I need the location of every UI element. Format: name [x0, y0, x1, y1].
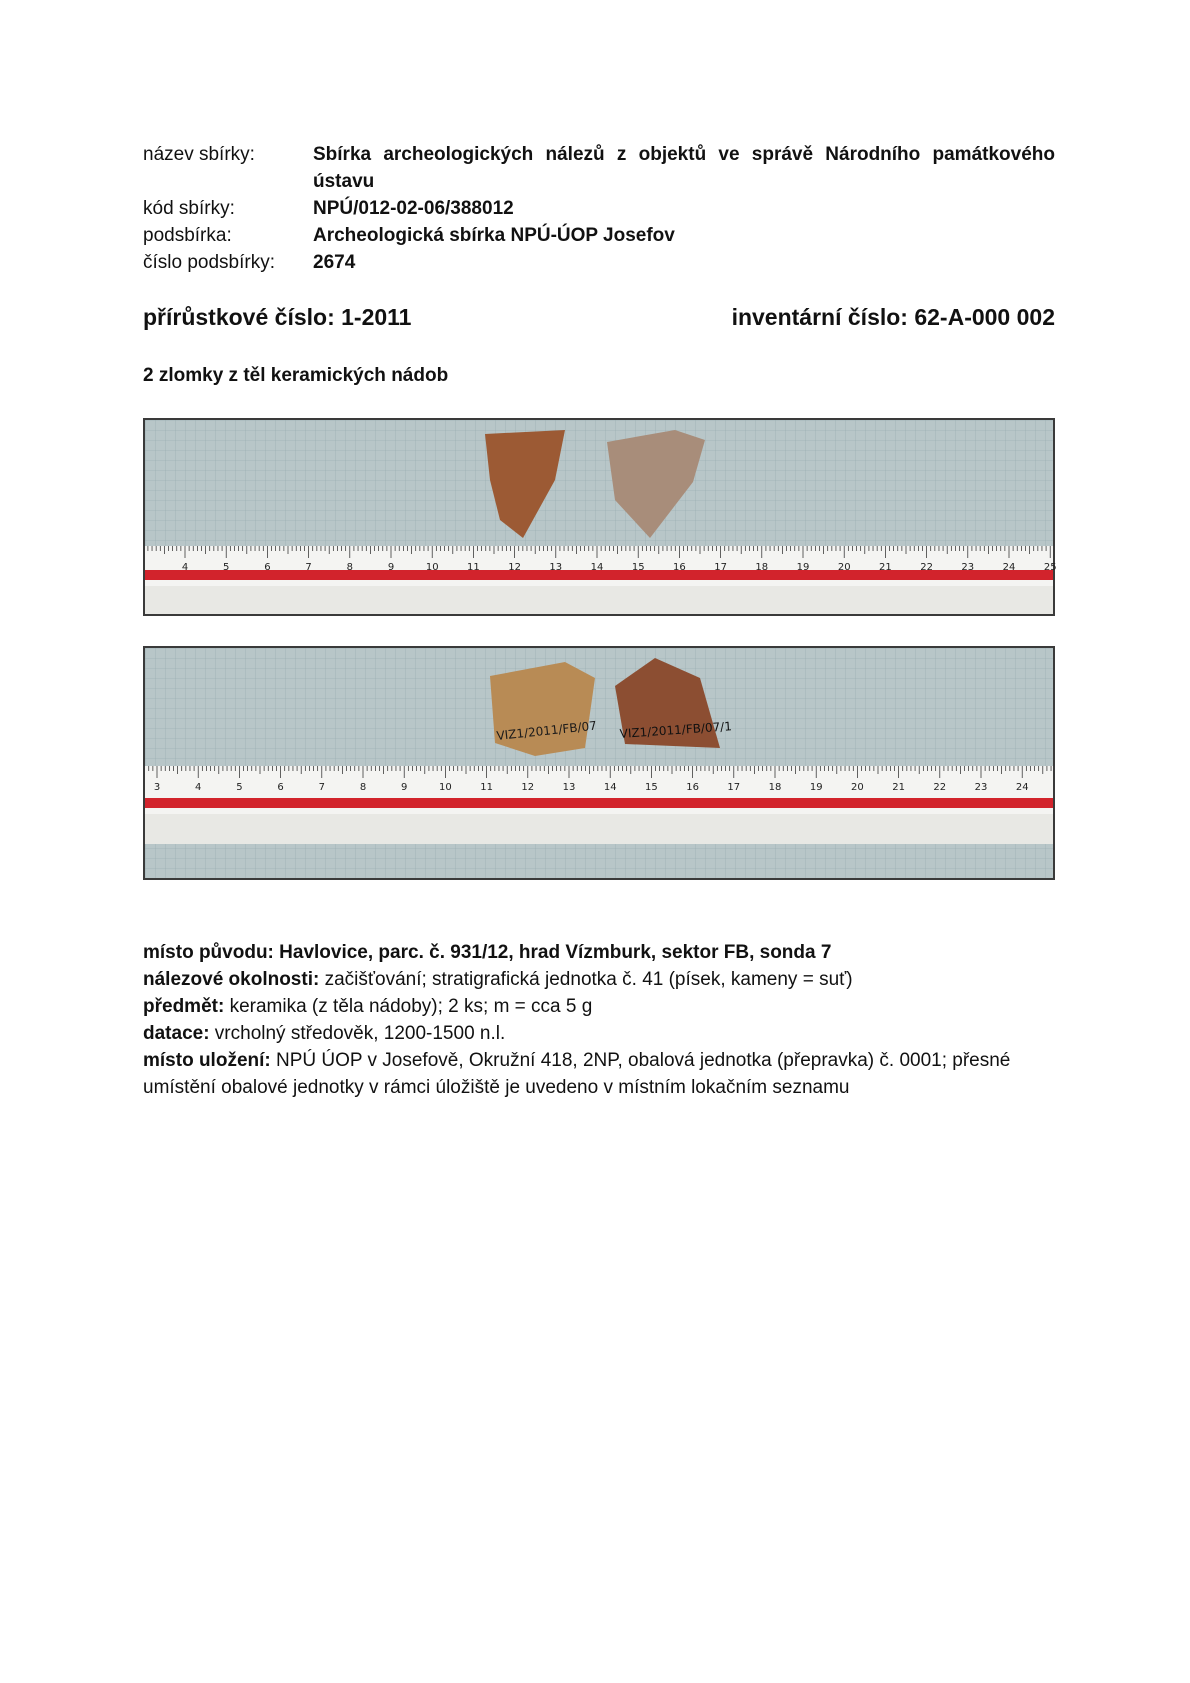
ruler-label: 23	[974, 782, 988, 793]
object-label: předmět:	[143, 996, 225, 1017]
dating-line	[143, 1020, 1055, 1047]
ruler-scale-lower	[145, 586, 1053, 614]
ruler-label: 25	[1043, 562, 1057, 573]
storage-line	[143, 1047, 1055, 1101]
subcollection-label: podsbírka:	[143, 225, 232, 246]
origin-line	[143, 939, 1055, 966]
ruler-label: 15	[645, 782, 658, 793]
accession-numbers	[143, 304, 1055, 331]
photo-front-image	[145, 420, 1057, 614]
dating-label: datace:	[143, 1023, 210, 1044]
sherd-marking-left: VIZ1/2011/FB/07	[495, 718, 598, 743]
ruler-label: 12	[508, 562, 521, 573]
ruler-label: 8	[359, 782, 367, 793]
ruler-label: 17	[727, 782, 741, 793]
storage-label: místo uložení:	[143, 1050, 271, 1071]
dating-value: vrcholný středověk, 1200-1500 n.l.	[209, 1023, 506, 1044]
ruler-label: 6	[264, 562, 271, 573]
storage-value: NPÚ ÚOP v Josefově, Okružní 418, 2NP, obalová jednotka (přepravka) č. 0001; přesné umístění obalové jednotky v rámci úložiště je uvedeno v místním lokačním seznamu	[143, 1050, 1011, 1098]
ruler-label: 21	[879, 562, 892, 573]
circumstances-label: nálezové okolnosti:	[143, 969, 320, 990]
artifact-photo-front	[143, 418, 1055, 616]
ruler-label: 10	[439, 782, 452, 793]
collection-code-row	[143, 195, 1055, 222]
origin-text: místo původu: Havlovice, parc. č. 931/12, hrad Vízmburk, sektor FB, sonda 7	[143, 942, 832, 963]
ruler-label: 14	[603, 782, 617, 793]
artifact-photo-back	[143, 646, 1055, 880]
collection-name-row	[143, 141, 1055, 195]
ruler-label: 11	[467, 562, 480, 573]
ruler-label: 4	[195, 782, 202, 793]
subcollection-value: Archeologická sbírka NPÚ-ÚOP Josefov	[313, 225, 675, 246]
ruler-red-band	[145, 798, 1053, 808]
ruler-label: 14	[590, 562, 604, 573]
subcollection-number-row	[143, 249, 1055, 276]
collection-metadata	[143, 141, 1055, 276]
ruler-label: 3	[153, 782, 161, 793]
ruler-label: 15	[631, 562, 645, 573]
ruler-label: 5	[236, 782, 243, 793]
ruler-label: 7	[318, 782, 325, 793]
ruler-label: 9	[387, 562, 395, 573]
ruler-label: 22	[920, 562, 933, 573]
ruler-label: 4	[181, 562, 189, 573]
collection-code-label: kód sbírky:	[143, 198, 235, 219]
ruler-label: 21	[892, 782, 905, 793]
photo-back-image	[145, 648, 1053, 878]
ruler-label: 20	[837, 562, 851, 573]
sherd-marking-right: VIZ1/2011/FB/07/1	[619, 719, 733, 741]
ruler-label: 13	[549, 562, 563, 573]
ruler-label: 19	[809, 782, 823, 793]
subcollection-number-label: číslo podsbírky:	[143, 252, 275, 273]
ruler-label: 7	[305, 562, 312, 573]
object-value: keramika (z těla nádoby); 2 ks; m = cca 5 g	[224, 996, 593, 1017]
collection-code-value: NPÚ/012-02-06/388012	[313, 198, 514, 219]
ruler-label: 24	[1002, 562, 1016, 573]
ruler-label: 18	[755, 562, 769, 573]
ruler-label: 8	[346, 562, 353, 573]
collection-name-value: Sbírka archeologických nálezů z objektů ve správě Národního památkového ústavu	[313, 144, 1055, 192]
ruler-label: 24	[1015, 782, 1029, 793]
accession-number: přírůstkové číslo: 1-2011	[143, 304, 412, 330]
inventory-number: inventární číslo: 62-A-000 002	[731, 304, 1055, 330]
ruler-label: 9	[401, 782, 408, 793]
subcollection-row	[143, 222, 1055, 249]
ruler-label: 6	[277, 782, 284, 793]
ruler-label: 10	[425, 562, 439, 573]
ruler-label: 16	[686, 782, 699, 793]
ruler-label: 12	[521, 782, 535, 793]
ruler-label: 5	[223, 562, 230, 573]
circumstances-line	[143, 966, 1055, 993]
object-title: 2 zlomky z těl keramických nádob	[143, 365, 449, 386]
collection-name-label: název sbírky:	[143, 144, 255, 165]
find-details	[143, 939, 1055, 1101]
ruler-label: 18	[768, 782, 782, 793]
ruler-label: 20	[851, 782, 864, 793]
ruler-label: 17	[714, 562, 727, 573]
ruler-scale-lower	[145, 814, 1053, 844]
ruler-label: 11	[480, 782, 493, 793]
circumstances-value: začišťování; stratigrafická jednotka č. 41 (písek, kameny = suť)	[319, 969, 853, 990]
ruler-label: 19	[796, 562, 810, 573]
ruler-label: 22	[933, 782, 947, 793]
ruler-label: 16	[673, 562, 686, 573]
subcollection-number-value: 2674	[313, 252, 356, 273]
ruler-label: 23	[961, 562, 975, 573]
object-line	[143, 993, 1055, 1020]
ruler-label: 13	[562, 782, 576, 793]
